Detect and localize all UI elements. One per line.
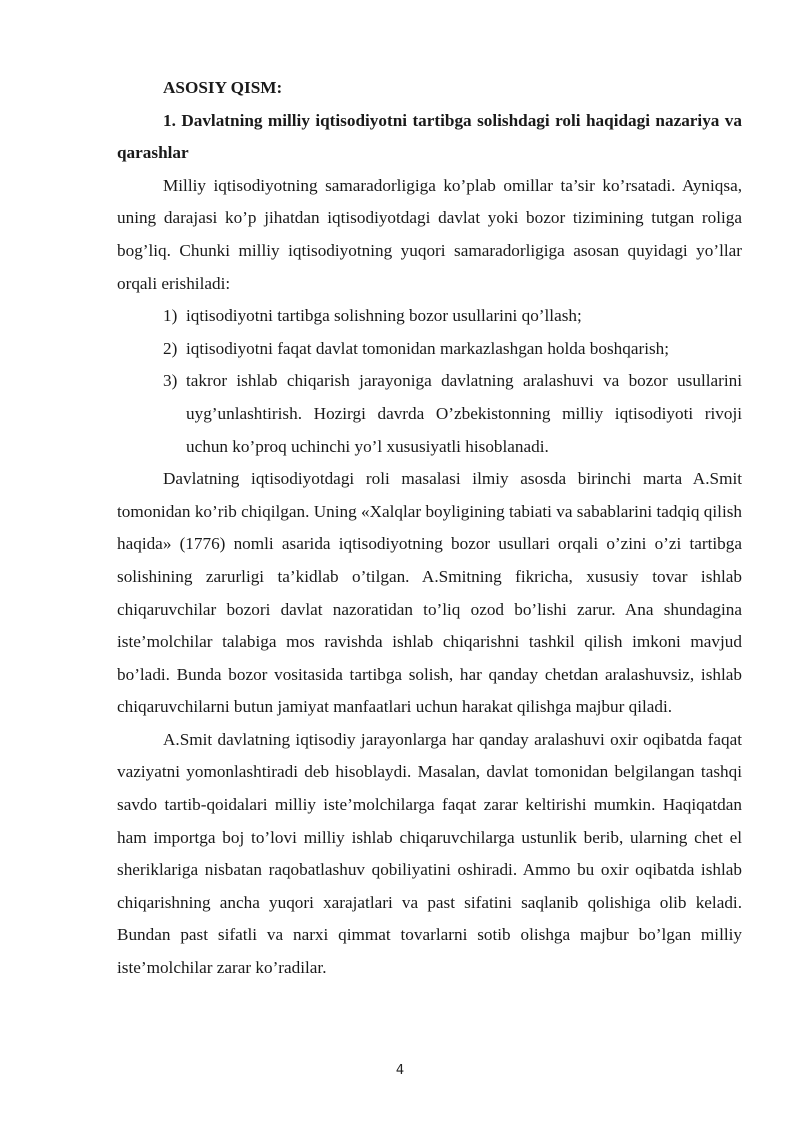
paragraph-2: Davlatning iqtisodiyotdagi roli masalasi ilmiy asosda birinchi marta A.Smit tomonidan ko’rib chiqilgan. Uning «Xalqlar boyligining tabiati va sabablarini tadqiq qilish haqida» (1776) nomli asarida iqtisodiyotning bozor usullari orqali o’zini o’zi tartibga solishining zarurligi ta’kidlab o’tilgan. A.Smitning fikricha, xususiy tovar ishlab chiqaruvchilar bozori davlat nazoratidan to’liq ozod bo’lishi zarur. Ana shundagina iste’molchilar talabiga mos ravishda ishlab chiqarishni tashkil qilish imkoni mavjud bo’ladi. Bunda bozor vositasida tartibga solish, har qanday chetdan aralashuvsiz, ishlab chiqaruvchilarni butun jamiyat manfaatlari uchun harakat qilishga majbur qiladi. xyxy=(117,469,742,717)
paragraph-3: A.Smit davlatning iqtisodiy jarayonlarga har qanday aralashuvi oxir oqibatda faqat vaziyatni yomonlashtiradi deb hisoblaydi. Masalan, davlat tomonidan belgilangan tashqi savdo tartib-qoidalari milliy iste’molchilarga faqat zarar keltirishi mumkin. Haqiqatdan ham importga boj to’lovi milliy ishlab chiqaruvchilarga ustunlik berib, ularning chet el sheriklariga nisbatan raqobatlashuv qobiliyatini oshiradi. Ammo bu oxir oqibatda ishlab chiqarishning ancha yuqori xarajatlari va past sifatini saqlanib qolishiga olib keladi. Bundan past sifatli va narxi qimmat tovarlarni sotib olishga majbur bo’lgan milliy iste’molchilar zarar ko’radilar. xyxy=(117,729,742,978)
list-item-number: 2) xyxy=(163,338,178,358)
list-item xyxy=(117,300,742,333)
page-number: 4 xyxy=(395,1063,405,1078)
list-item-text: iqtisodiyotni faqat davlat tomonidan markazlashgan holda boshqarish; xyxy=(186,338,670,358)
document-page xyxy=(117,72,742,985)
paragraph-1: Milliy iqtisodiyotning samaradorligiga ko’plab omillar ta’sir ko’rsatadi. Ayniqsa, uning darajasi ko’p jihatdan iqtisodiyotdagi davlat yoki bozor tizimining tutgan roliga bog’liq. Chunki milliy iqtisodiyotning yuqori samaradorligiga asosan quyidagi yo’llar orqali erishiladi: xyxy=(117,175,742,293)
numbered-list xyxy=(117,300,742,463)
section-heading: ASOSIY QISM: xyxy=(163,78,283,97)
subsection-heading: 1. Davlatning milliy iqtisodiyotni tartibga solishdagi roli haqidagi nazariya va qarashlar xyxy=(117,110,742,163)
list-item-number: 1) xyxy=(163,306,178,326)
list-item-text: takror ishlab chiqarish jarayoniga davlatning aralashuvi va bozor usullarini uyg’unlashtirish. Hozirgi davrda O’zbekistonning milliy iqtisodiyoti rivoji uchun ko’proq uchinchi yo’l xususiyatli hisoblanadi. xyxy=(186,371,742,456)
list-item-number: 3) xyxy=(163,371,178,391)
list-item xyxy=(117,365,742,463)
list-item xyxy=(117,333,742,366)
list-item-text: iqtisodiyotni tartibga solishning bozor usullarini qo’llash; xyxy=(186,306,582,326)
